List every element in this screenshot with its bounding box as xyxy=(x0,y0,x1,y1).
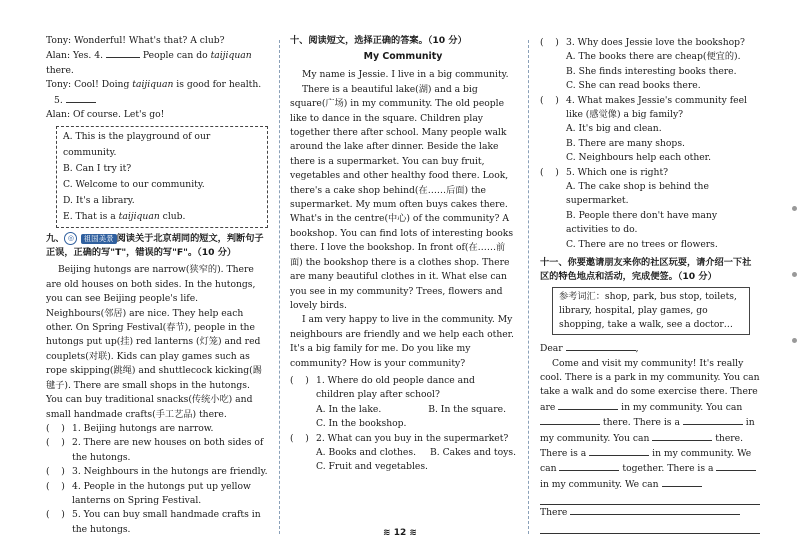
option[interactable]: C. She can read books there. xyxy=(566,80,701,92)
option[interactable]: C. Fruit and vegetables. xyxy=(316,461,428,473)
option[interactable]: B. People there don't have many activities to do. xyxy=(566,209,718,236)
globe-icon: ◎ xyxy=(64,232,77,245)
dialog-line xyxy=(46,93,268,108)
column-left xyxy=(46,34,268,537)
letter-line: There xyxy=(540,505,760,520)
options-box xyxy=(56,126,268,228)
answer-blank[interactable] xyxy=(558,400,618,410)
dialog-text: there. xyxy=(46,64,74,76)
option: A. This is the playground of our community. xyxy=(63,131,211,159)
answer-blank[interactable] xyxy=(540,415,600,425)
answer-paren[interactable]: ( ) xyxy=(46,466,65,478)
binder-hole-icon xyxy=(792,272,797,277)
option[interactable]: A. The cake shop is behind the supermarket. xyxy=(566,181,709,207)
column-middle xyxy=(290,34,516,475)
page-number: ≋ 12 ≋ xyxy=(383,528,417,538)
answer-paren[interactable]: ( ) xyxy=(46,422,65,434)
letter-line: Dear , xyxy=(540,343,639,355)
option: C. Welcome to our community. xyxy=(63,179,205,191)
question-item: ( ) 5. You can buy small handmade crafts in the hutongs. xyxy=(46,508,268,537)
option[interactable]: C. In the bookshop. xyxy=(316,418,407,430)
column-right xyxy=(540,36,760,534)
passage-paragraph: My name is Jessie. I live in a big community. xyxy=(302,69,509,81)
question-item: ( ) 4. What makes Jessie's community feel like (感觉像) a big family? xyxy=(540,94,760,123)
taijiquan-word: taijiquan xyxy=(132,79,174,91)
answer-blank[interactable] xyxy=(570,505,740,515)
answer-paren[interactable]: ( ) xyxy=(540,166,559,178)
hutong-passage: Beijing hutongs are narrow(狭窄的). There are old houses on both sides. In the hutongs, you can see Beijing people's life. Neighbours(邻居) are nice. They help each other. On Spring Festival(春节), people in the hutongs put up(挂) red lanterns (灯笼) and red couplets(对联). Kids can play games such as rope skipping(跳绳) and shuttlecock kicking(踢毽子). There are small shops in the hutongs. You can buy traditional snacks(传统小吃) and small handmade crafts(手工艺品) there. xyxy=(46,264,262,420)
dialog-line: Alan: Of course. Let's go! xyxy=(46,109,165,121)
question-item: ( ) 2. There are new houses on both sides of the hutongs. xyxy=(46,436,268,465)
option[interactable]: A. The books there are cheap(便宜的). xyxy=(566,51,741,63)
answer-paren[interactable]: ( ) xyxy=(540,94,559,106)
answer-blank[interactable] xyxy=(106,48,140,58)
section-tag: 祖国美景 xyxy=(81,234,117,244)
option[interactable]: B. In the square. xyxy=(428,403,506,415)
answer-paren[interactable]: ( ) xyxy=(290,374,309,386)
option[interactable]: C. There are no trees or flowers. xyxy=(566,238,718,250)
letter-line: Come and visit my community! It's really cool. There is a park in my community. You can take a walk and do some exercise there. There are in my community. You can there. There is a in my community. You can there. There is a in my community. We can together. There is a in my community. We can xyxy=(540,357,760,490)
option: B. Can I try it? xyxy=(63,163,132,175)
option[interactable]: A. It's big and clean. xyxy=(566,123,662,135)
dialog-text: is good for health. xyxy=(176,79,262,91)
option[interactable]: B. There are many shops. xyxy=(566,137,685,149)
answer-blank[interactable] xyxy=(662,477,702,487)
answer-paren[interactable]: ( ) xyxy=(290,432,309,444)
writing-line[interactable] xyxy=(540,492,760,505)
dialog-line: Tony: Wonderful! What's that? A club? xyxy=(46,35,225,46)
dialog-line: Alan: Yes. 4. People can do taijiquan there. xyxy=(46,50,252,76)
option[interactable]: A. In the lake. xyxy=(316,403,382,415)
question-item: ( ) 4. People in the hutongs put up yellow lanterns on Spring Festival. xyxy=(46,480,268,509)
option-row xyxy=(290,446,516,460)
question-item: ( ) 5. Which one is right? xyxy=(540,166,760,180)
question-item: ( ) 3. Neighbours in the hutongs are friendly. xyxy=(46,465,268,479)
passage-title: My Community xyxy=(363,51,443,62)
option[interactable]: B. Cakes and toys. xyxy=(430,446,516,458)
answer-blank[interactable] xyxy=(716,461,756,471)
question-item: ( ) 2. What can you buy in the supermarket? xyxy=(290,432,516,446)
section-ten-heading: 十、阅读短文，选择正确的答案。（10 分） xyxy=(290,35,467,46)
section-title: 阅读关于北京胡同的短文，判断句子正误，正确的写"T"，错误的写"F"。（10 分） xyxy=(46,233,264,259)
answer-blank[interactable] xyxy=(66,93,96,103)
taijiquan-word: taijiquan xyxy=(210,50,252,62)
answer-blank[interactable] xyxy=(652,431,712,441)
passage-paragraph: I am very happy to live in the community. My neighbours are friendly and we help each other. It's a big family for me. Do you like my community? How is your community? xyxy=(290,314,514,369)
reference-words-box: 参考词汇：shop, park, bus stop, toilets, library, hospital, play games, go shopping, take a walk, see a doctor… xyxy=(552,287,750,335)
answer-blank[interactable] xyxy=(589,446,649,456)
binder-hole-icon xyxy=(792,338,797,343)
tf-questions xyxy=(46,422,268,537)
passage-paragraph: There is a beautiful lake(湖) and a big square(广场) in my community. The old people like to dance in the square. Children play together there after school. Many people walk around the lake after dinner. Beside the lake there is a supermarket. You can buy fruit, vegetables and other healthy food there. Look, there's a cake shop behind(在……后面) the supermarket. My mum often buys cakes there. What's in the centre(中心) of the community? A bookshop. You can find lots of interesting books there. I love the bookshop. In front of(在……前面) the bookshop there is a clothes shop. There are many beautiful clothes in it. What else can you see in my community? Trees, flowers and lovely birds. xyxy=(290,83,514,311)
name-blank[interactable] xyxy=(566,341,636,351)
option-row xyxy=(290,403,516,417)
answer-paren[interactable]: ( ) xyxy=(46,480,65,492)
section-nine-heading xyxy=(46,232,268,260)
option: D. It's a library. xyxy=(63,195,135,207)
section-eleven-heading: 十一、你要邀请朋友来你的社区玩耍，请介绍一下社区的特色地点和活动，完成便签。（10 分） xyxy=(540,257,752,283)
question-item: ( ) 1. Where do old people dance and children play after school? xyxy=(290,374,516,403)
answer-paren[interactable]: ( ) xyxy=(46,437,65,449)
answer-paren[interactable]: ( ) xyxy=(540,37,559,48)
answer-blank[interactable] xyxy=(683,415,743,425)
option[interactable]: C. Neighbours help each other. xyxy=(566,152,711,164)
binder-hole-icon xyxy=(792,206,797,211)
answer-paren[interactable]: ( ) xyxy=(46,509,65,521)
column-divider xyxy=(528,40,529,534)
question-item: ( ) 1. Beijing hutongs are narrow. xyxy=(46,422,268,436)
option: E. That is a taijiquan club. xyxy=(63,211,186,223)
option[interactable]: A. Books and clothes. xyxy=(316,446,416,458)
question-item: ( ) 3. Why does Jessie love the bookshop? xyxy=(540,36,760,50)
question-number: 5. xyxy=(54,94,63,106)
option[interactable]: B. She finds interesting books there. xyxy=(566,65,737,77)
column-divider xyxy=(279,40,280,534)
section-number: 九、 xyxy=(46,233,65,245)
answer-blank[interactable] xyxy=(559,461,619,471)
dialog-line: Tony: Cool! Doing taijiquan is good for health. xyxy=(46,79,262,91)
